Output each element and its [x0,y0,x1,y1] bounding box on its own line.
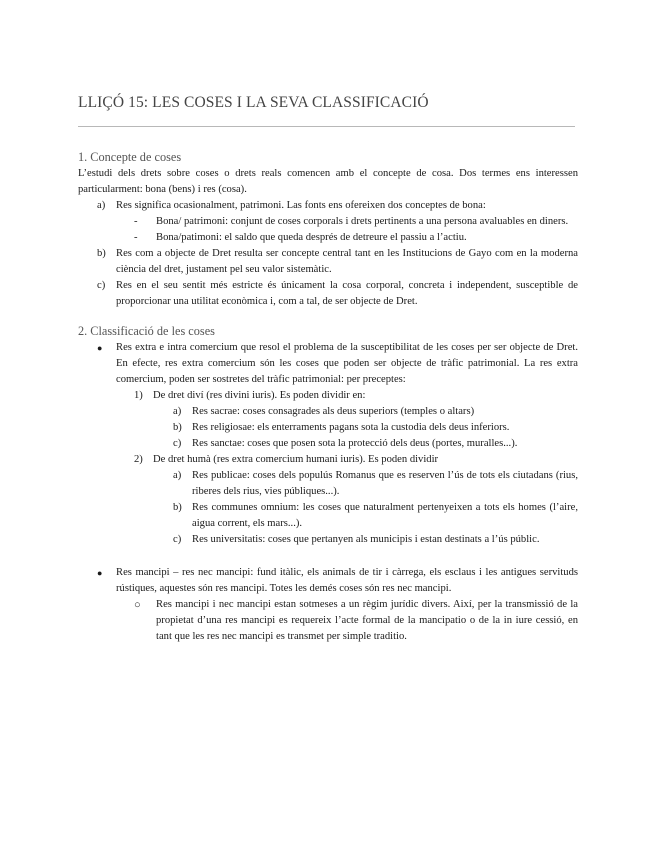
document-body [78,148,578,645]
sub-list-item-text: Res universitatis: coses que pertanyen als municipis i estan destinats a l’ús públic. [192,534,540,545]
dash-marker: - [134,216,138,227]
bullet-item [78,340,578,388]
letter-marker: c) [173,534,182,545]
list-item [78,198,578,214]
list-item [78,246,578,278]
spacer [78,548,578,565]
letter-marker: b) [173,422,182,433]
sub-list-item [78,420,578,436]
bullet-item-text: Res mancipi – res nec mancipi: fund itàlic, els animals de tir i càrrega, els esclaus i les antigues servituds rústiques, aquestes són res mancipi. Totes les demés coses són res nec mancipi. [116,567,578,594]
sub-bullet-item [78,597,578,645]
section1-intro: L’estudi dels drets sobre coses o drets reals comencen amb el concepte de cosa. Dos termes ens interessen particularment: bona (bens) i res (cosa). [78,168,578,195]
list-item [78,278,578,310]
list-item-text: Res com a objecte de Dret resulta ser concepte central tant en les Institucions de Gayo com en la moderna ciència del dret, justament pel seu valor sistemàtic. [116,248,578,275]
numbered-item [78,388,578,404]
number-marker: 1) [134,390,143,401]
spacer [78,310,578,322]
sub-list-item [78,468,578,500]
hollow-circle-icon: ○ [134,599,141,611]
list-item-text: Res en el seu sentit més estricte és únicament la cosa corporal, concreta i independent, susceptible de proporcionar una utilitat econòmica i, com a tal, de ser objecte de Dret. [116,280,578,307]
sub-list-item-text: Bona/patimoni: el saldo que queda després de detreure el passiu a l’actiu. [156,232,467,243]
page-title: LLIÇÓ 15: LES COSES I LA SEVA CLASSIFICACIÓ [78,94,429,111]
numbered-item-text: De dret diví (res divini iuris). Es poden dividir en: [153,390,366,401]
section-heading-concepte: 1. Concepte de coses [78,150,182,164]
sub-bullet-item-text: Res mancipi i nec mancipi estan sotmeses a un règim jurídic divers. Així, per la transmissió de la propietat d’una res mancipi es requereix l’acte formal de la mancipatio o de la in iure cessió, en tant que les res nec mancipi es transmet per simple traditio. [156,599,578,642]
bullet-icon: ● [97,568,103,578]
bullet-item-text: Res extra e intra comercium que resol el problema de la susceptibilitat de les coses per ser objecte de Dret. En efecte, res extra comercium són les coses que poden ser objecte de tràfic patrimonial. La res extra comercium, poden ser sostretes del tràfic patrimonial: per preceptes: [116,342,578,385]
list-item-text: Res significa ocasionalment, patrimoni. Las fonts ens ofereixen dos conceptes de bona: [116,200,486,211]
numbered-item [78,452,578,468]
numbered-item-text: De dret humà (res extra comercium humani iuris). Es poden dividir [153,454,439,465]
sub-list-item [78,532,578,548]
sub-list-item [78,500,578,532]
sub-list-item-text: Res communes omnium: les coses que naturalment pertenyeixen a tots els homes (l’aire, aigua corrent, els mars...). [192,502,578,529]
list-marker: c) [97,280,106,291]
sub-list-item-text: Res publicae: coses dels populús Romanus que es reserven l’ús de tots els ciutadans (rius, riberes dels rius, vies públiques...). [192,470,578,497]
letter-marker: a) [173,470,182,481]
list-marker: b) [97,248,106,259]
section-heading-classificacio: 2. Classificació de les coses [78,324,215,338]
sub-list-item [78,230,578,246]
letter-marker: c) [173,438,182,449]
bullet-icon: ● [97,343,103,353]
letter-marker: a) [173,406,182,417]
bullet-item [78,565,578,597]
sub-list-item-text: Res religiosae: els enterraments pagans sota la custodia dels deus inferiors. [192,422,510,433]
list-marker: a) [97,200,106,211]
letter-marker: b) [173,502,182,513]
sub-list-item-text: Res sacrae: coses consagrades als deus superiors (temples o altars) [192,406,475,417]
sub-list-item [78,436,578,452]
sub-list-item [78,404,578,420]
sub-list-item-text: Res sanctae: coses que posen sota la protecció dels deus (portes, muralles...). [192,438,518,449]
dash-marker: - [134,232,138,243]
title-divider [78,126,575,127]
sub-list-item-text: Bona/ patrimoni: conjunt de coses corporals i drets pertinents a una persona avaluables en diners. [156,216,569,227]
number-marker: 2) [134,454,143,465]
sub-list-item [78,214,578,230]
